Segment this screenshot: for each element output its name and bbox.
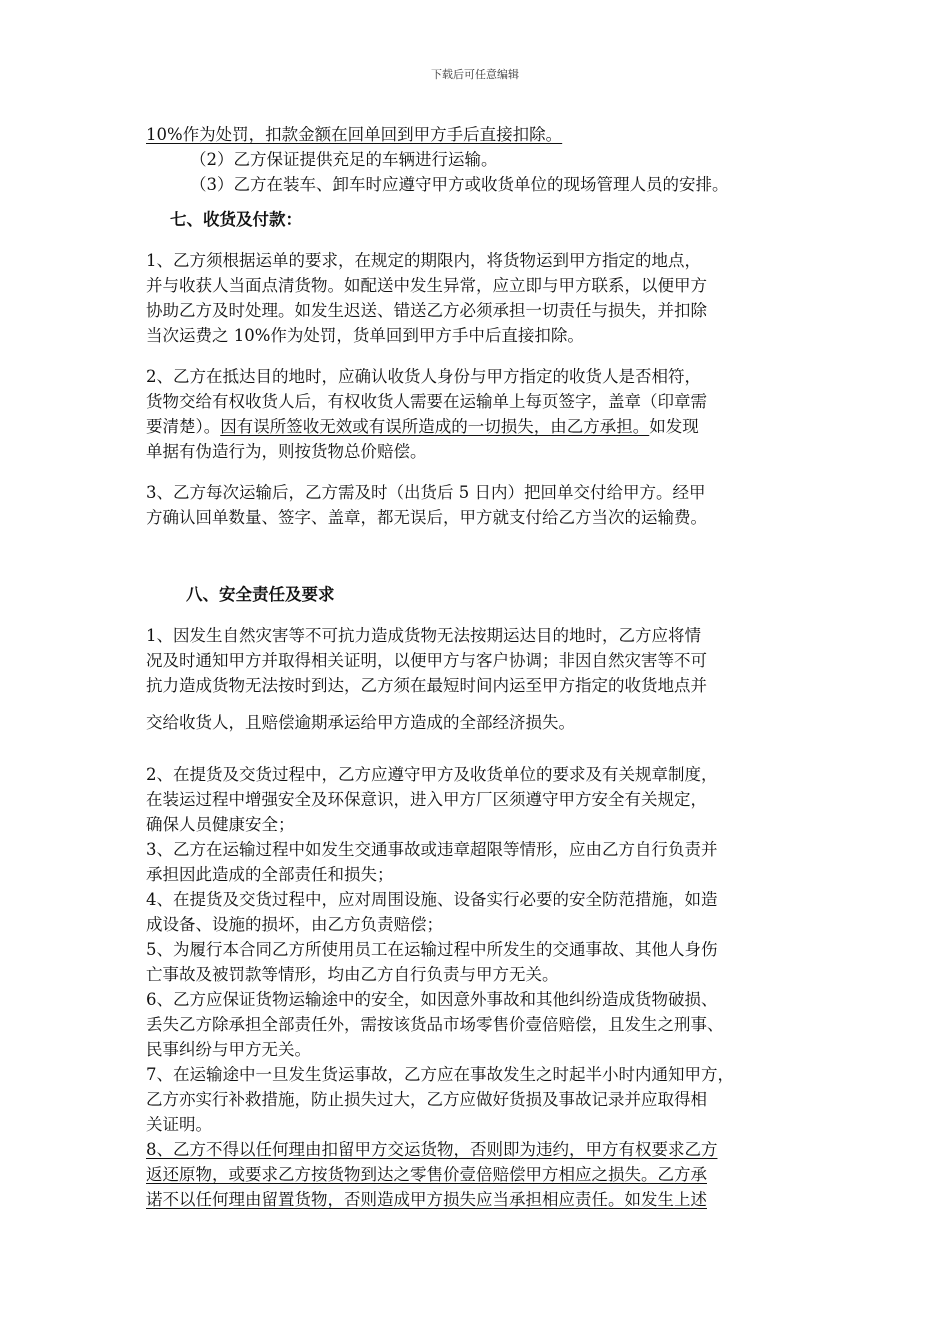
text-line (146, 1137, 812, 1162)
section-8-heading: 八、安全责任及要求 (186, 585, 335, 604)
text-line: 诺不以任何理由留置货物，否则造成甲方损失应当承担相应责任。如发生上述 (146, 1190, 707, 1209)
underlined-text: 乙方不得以任何理由扣留甲方交运货物，否则即为违约，甲方有权要求乙方 (173, 1140, 718, 1159)
text-line: 方确认回单数量、签字、盖章，都无误后，甲方就支付给乙方当次的运输费。 (146, 508, 707, 527)
text-line: 并与收获人当面点清货物。如配送中发生异常，应立即与甲方联系，以便甲方 (146, 276, 707, 295)
text-line: 协助乙方及时处理。如发生迟送、错送乙方必须承担一切责任与损失，并扣除 (146, 301, 707, 320)
text-line: 1、因发生自然灾害等不可抗力造成货物无法按期运达目的地时，乙方应将情 (146, 626, 701, 645)
section-8-paragraph-1 (146, 623, 812, 735)
section-7-paragraph-1 (146, 248, 812, 348)
text-line: 6、乙方应保证货物运输途中的安全，如因意外事故和其他纠纷造成货物破损、 (146, 990, 718, 1009)
text-line: 5、为履行本合同乙方所使用员工在运输过程中所发生的交通事故、其他人身伤 (146, 940, 718, 959)
underlined-liability-clause: 因有误所签收无效或有误所造成的一切损失，由乙方承担。 (220, 417, 650, 436)
text-line: 关证明。 (146, 1115, 212, 1134)
text-line: 承担因此造成的全部责任和损失； (146, 865, 394, 884)
document-body (146, 122, 812, 1212)
text-line: 民事纠纷与甲方无关。 (146, 1040, 311, 1059)
text-line: 1、乙方须根据运单的要求，在规定的期限内，将货物运到甲方指定的地点， (146, 251, 701, 270)
section-7-heading: 七、收货及付款： (170, 210, 302, 229)
text-line: 丢失乙方除承担全部责任外，需按该货品市场零售价壹倍赔偿，且发生之刑事、 (146, 1015, 724, 1034)
section-8-items (146, 762, 812, 1212)
text-line: 确保人员健康安全； (146, 815, 295, 834)
text-line: 3、乙方每次运输后，乙方需及时（出货后 5 日内）把回单交付给甲方。经甲 (146, 483, 706, 502)
text-line: 2、在提货及交货过程中，乙方应遵守甲方及收货单位的要求及有关规章制度， (146, 765, 718, 784)
text-line: 亡事故及被罚款等情形，均由乙方自行负责与甲方无关。 (146, 965, 559, 984)
text-line: 乙方亦实行补救措施，防止损失过大，乙方应做好货损及事故记录并应取得相 (146, 1090, 707, 1109)
text-line: 交给收货人，且赔偿逾期承运给甲方造成的全部经济损失。 (146, 713, 575, 732)
text-line (146, 414, 812, 439)
text-line: 2、乙方在抵达目的地时，应确认收货人身份与甲方指定的收货人是否相符， (146, 367, 701, 386)
text-line: 抗力造成货物无法按时到达，乙方须在最短时间内运至甲方指定的收货地点并 (146, 676, 707, 695)
text-line: 单据有伪造行为，则按货物总价赔偿。 (146, 442, 427, 461)
text-line: 在装运过程中增强安全及环保意识，进入甲方厂区须遵守甲方安全有关规定， (146, 790, 707, 809)
text-line: 当次运费之 10%作为处罚，货单回到甲方手中后直接扣除。 (146, 326, 584, 345)
section-7-paragraph-3 (146, 480, 812, 530)
text-fragment: 要清楚）。 (146, 417, 221, 436)
clause-6-item-3: （3）乙方在装车、卸车时应遵守甲方或收货单位的现场管理人员的安排。 (190, 175, 729, 194)
text-line: 返还原物，或要求乙方按货物到达之零售价壹倍赔偿甲方相应之损失。乙方承 (146, 1165, 707, 1184)
text-line: 3、乙方在运输过程中如发生交通事故或违章超限等情形，应由乙方自行负责并 (146, 840, 718, 859)
text-fragment: 如发现 (649, 417, 699, 436)
item-number: 8、 (146, 1140, 173, 1159)
page-header: 下载后可任意编辑 (431, 68, 519, 81)
section-7-paragraph-2 (146, 364, 812, 464)
text-line: 况及时通知甲方并取得相关证明，以便甲方与客户协调；非因自然灾害等不可 (146, 651, 707, 670)
text-line: 成设备、设施的损坏，由乙方负责赔偿； (146, 915, 443, 934)
continued-line: 10%作为处罚，扣款金额在回单回到甲方手后直接扣除。 (146, 125, 563, 144)
text-line: 4、在提货及交货过程中，应对周围设施、设备实行必要的安全防范措施，如造 (146, 890, 718, 909)
text-line: 7、在运输途中一旦发生货运事故，乙方应在事故发生之时起半小时内通知甲方， (146, 1065, 734, 1084)
clause-6-item-2: （2）乙方保证提供充足的车辆进行运输。 (190, 150, 498, 169)
text-line: 货物交给有权收货人后，有权收货人需要在运输单上每页签字，盖章（印章需 (146, 392, 707, 411)
